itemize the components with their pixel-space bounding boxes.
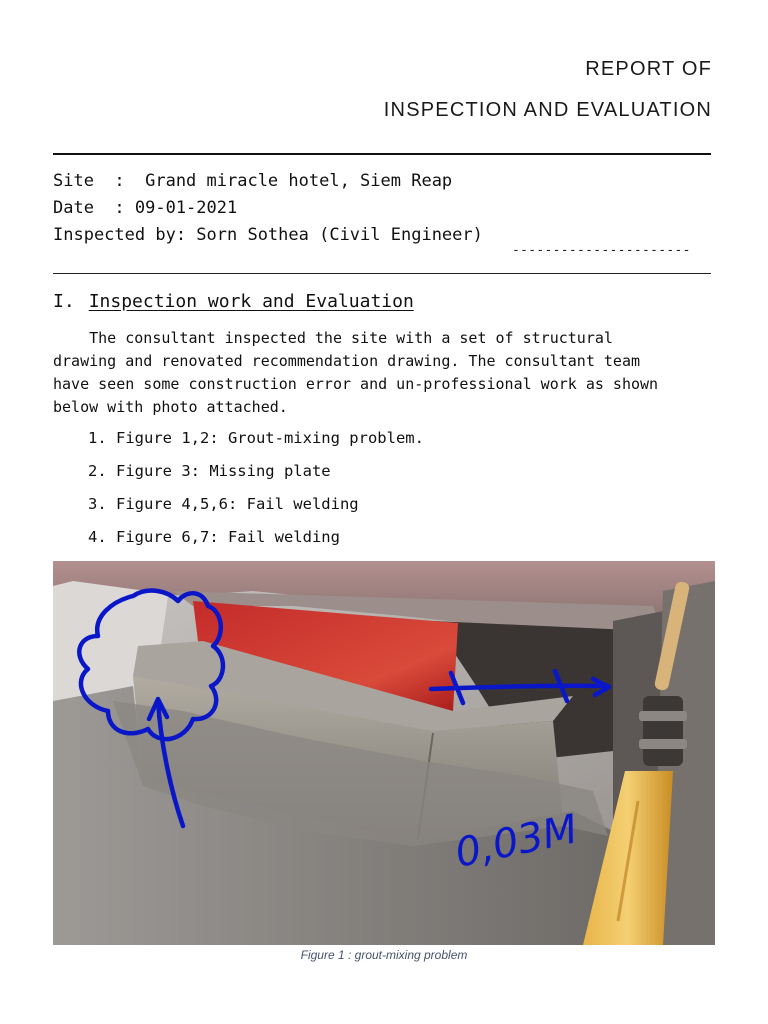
paragraph-line: have seen some construction error and un-professional work as shown [53, 375, 659, 393]
site-line: Site : Grand miracle hotel, Siem Reap [53, 171, 453, 191]
figure-caption: Figure 1 : grout-mixing problem [300, 948, 468, 962]
paragraph-line: drawing and renovated recommendation drawing. The consultant team [53, 352, 640, 370]
paragraph-line: below with photo attached. [53, 398, 288, 416]
section-number: I. [53, 291, 75, 312]
findings-list-item: 2. Figure 3: Missing plate [88, 462, 331, 480]
findings-list-item: 4. Figure 6,7: Fail welding [88, 528, 340, 546]
findings-list-item: 1. Figure 1,2: Grout-mixing problem. [88, 429, 424, 447]
figure-1-photo [53, 561, 715, 945]
findings-list-item: 3. Figure 4,5,6: Fail welding [88, 495, 359, 513]
paragraph-line: The consultant inspected the site with a set of structural [53, 329, 613, 347]
report-title-line1: REPORT OF [585, 58, 712, 80]
section-heading [53, 291, 414, 312]
report-title-line2: INSPECTION AND EVALUATION [383, 99, 712, 121]
section-heading-text: Inspection work and Evaluation [88, 291, 414, 312]
header-divider-bottom [53, 273, 711, 274]
inspected-by-line: Inspected by: Sorn Sothea (Civil Engineer) [53, 225, 483, 245]
section-paragraph [53, 327, 713, 419]
header-divider-top [53, 153, 711, 155]
date-line: Date : 09-01-2021 [53, 198, 238, 218]
signature-line: ---------------------- [512, 243, 691, 258]
dimension-annotation: 0,03M [451, 806, 582, 877]
